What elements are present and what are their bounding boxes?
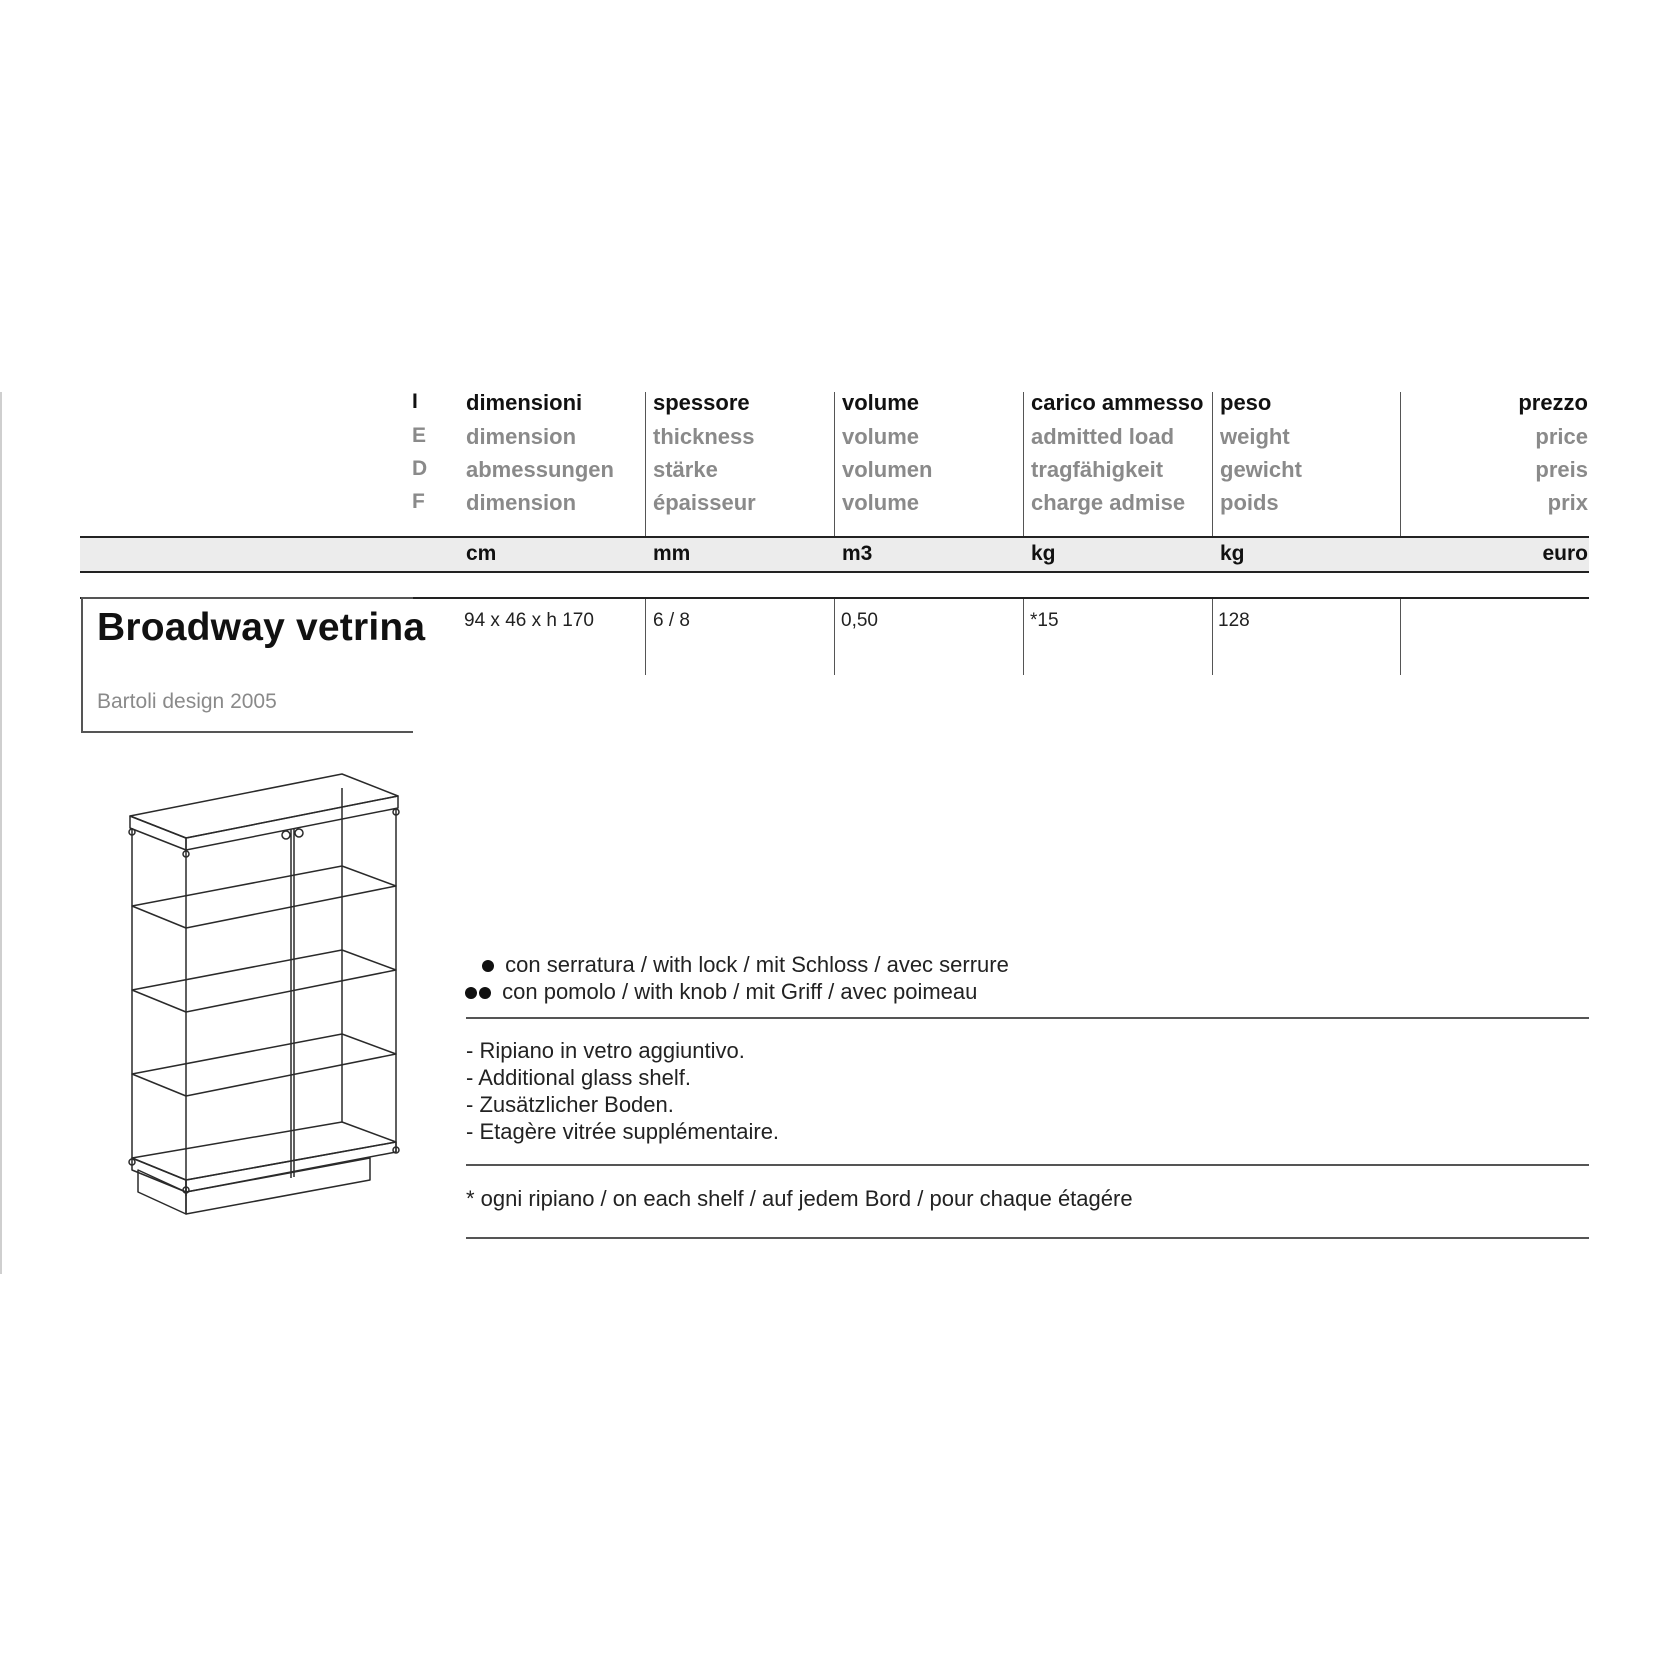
header-peso-en: weight: [1220, 424, 1290, 449]
product-name: Broadway vetrina: [97, 606, 426, 649]
header-prezzo-it: prezzo: [1518, 390, 1588, 415]
header-spessore-de: stärke: [653, 457, 718, 482]
lang-code-fr: F: [412, 490, 425, 513]
header-volume-de: volumen: [842, 457, 933, 482]
column-separator: [1212, 599, 1213, 675]
product-designer: Bartoli design 2005: [97, 690, 277, 713]
column-separator: [834, 599, 835, 675]
lang-code-it: I: [412, 390, 418, 413]
value-dimensioni: 94 x 46 x h 170: [464, 610, 594, 631]
header-prezzo-en: price: [1535, 424, 1588, 449]
header-peso-de: gewicht: [1220, 457, 1302, 482]
header-carico-it: carico ammesso: [1031, 390, 1204, 415]
column-separator: [1023, 392, 1024, 536]
value-spessore: 6 / 8: [653, 610, 690, 631]
header-carico-en: admitted load: [1031, 424, 1175, 449]
column-separator: [1212, 392, 1213, 536]
header-spessore-en: thickness: [653, 424, 755, 449]
unit-carico: kg: [1031, 542, 1056, 565]
header-dimensioni-it: dimensioni: [466, 390, 583, 415]
value-volume: 0,50: [841, 610, 878, 631]
unit-band: [80, 536, 1589, 573]
unit-volume: m3: [842, 542, 873, 565]
header-dimensioni-fr: dimension: [466, 490, 577, 515]
header-carico-de: tragfähigkeit: [1031, 457, 1164, 482]
note-line-en: - Additional glass shelf.: [466, 1065, 692, 1090]
option-lock-text: con serratura / with lock / mit Schloss / avec serrure: [505, 952, 1009, 977]
unit-peso: kg: [1220, 542, 1245, 565]
header-carico-fr: charge admise: [1031, 490, 1186, 515]
unit-dimensioni: cm: [466, 542, 497, 565]
header-peso-fr: poids: [1220, 490, 1279, 515]
column-separator: [645, 599, 646, 675]
note-line-fr: - Etagère vitrée supplémentaire.: [466, 1119, 780, 1144]
option-knob: [465, 979, 977, 1005]
note-line-de: - Zusätzlicher Boden.: [466, 1092, 674, 1117]
header-dimensioni-en: dimension: [466, 424, 577, 449]
value-carico: *15: [1030, 610, 1059, 631]
header-prezzo-fr: prix: [1547, 490, 1588, 515]
footnote-bottom-rule: [466, 1237, 1589, 1239]
vitrine-cabinet-drawing: [120, 766, 410, 1226]
column-separator: [645, 392, 646, 536]
header-prezzo-de: preis: [1535, 457, 1588, 482]
unit-spessore: mm: [653, 542, 691, 565]
column-separator: [834, 392, 835, 536]
double-dot-icon: [479, 987, 491, 999]
footnote: * ogni ripiano / on each shelf / auf jedem Bord / pour chaque étagére: [466, 1186, 1133, 1211]
unit-prezzo: euro: [1542, 542, 1588, 565]
lang-code-en: E: [412, 424, 427, 447]
options-bottom-rule: [466, 1017, 1589, 1019]
header-spessore-fr: épaisseur: [653, 490, 756, 515]
header-peso-it: peso: [1220, 390, 1272, 415]
note-line-it: - Ripiano in vetro aggiuntivo.: [466, 1038, 745, 1063]
single-dot-icon: [482, 960, 494, 972]
column-separator: [1400, 392, 1401, 536]
column-separator: [1023, 599, 1024, 675]
left-margin-rule: [0, 392, 2, 1274]
header-volume-en: volume: [842, 424, 920, 449]
header-spessore-it: spessore: [653, 390, 750, 415]
option-knob-text: con pomolo / with knob / mit Griff / avec poimeau: [502, 979, 978, 1004]
option-lock: [482, 952, 1009, 978]
double-dot-icon: [465, 987, 477, 999]
header-volume-it: volume: [842, 390, 920, 415]
header-dimensioni-de: abmessungen: [466, 457, 614, 482]
column-separator: [1400, 599, 1401, 675]
lang-code-de: D: [412, 457, 428, 480]
header-volume-fr: volume: [842, 490, 920, 515]
notes-bottom-rule: [466, 1164, 1589, 1166]
value-peso: 128: [1218, 610, 1250, 631]
